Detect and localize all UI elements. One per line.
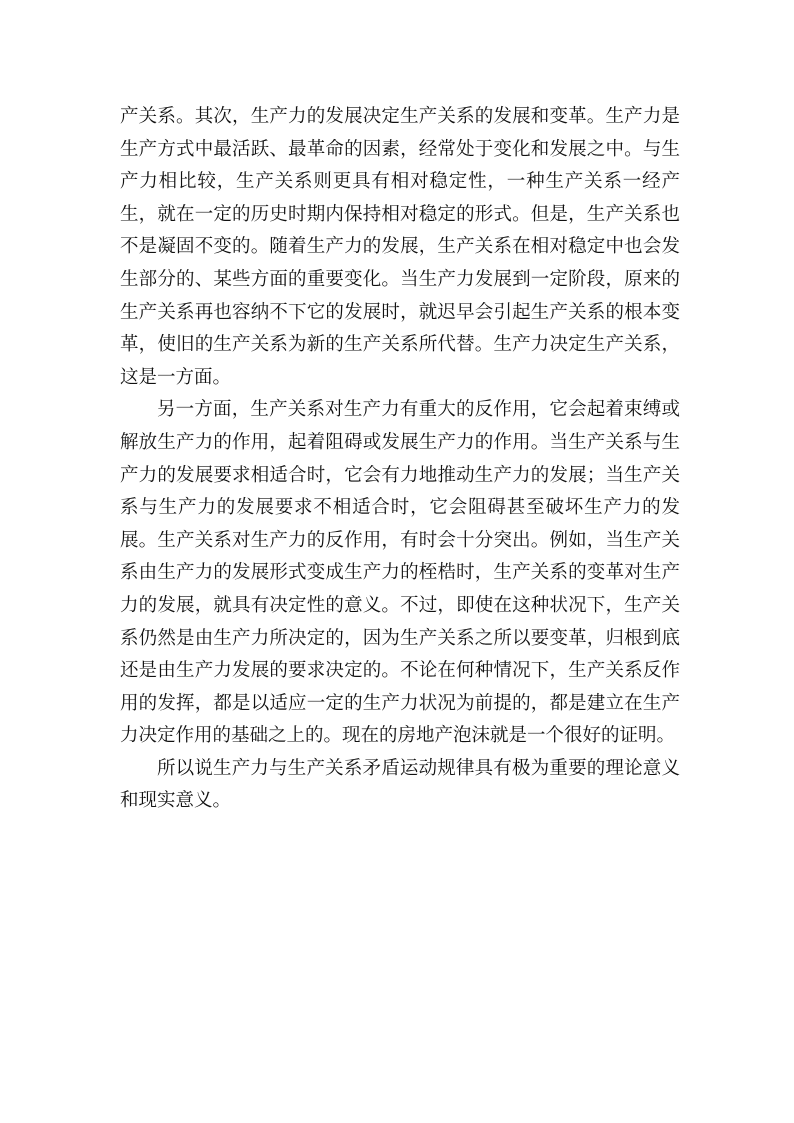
paragraph-2: 另一方面，生产关系对生产力有重大的反作用，它会起着束缚或解放生产力的作用，起着阻碍或发展生产力的作用。当生产关系与生产力的发展要求相适合时，它会有力地推动生产力的发展；当生产关系与生产力的发展要求不相适合时，它会阻碍甚至破坏生产力的发展。生产关系对生产力的反作用，有时会十分突出。例如，当生产关系由生产力的发展形式变成生产力的桎梏时，生产关系的变革对生产力的发展，就具有决定性的意义。不过，即使在这种状况下，生产关系仍然是由生产力所决定的，因为生产关系之所以要变革，归根到底还是由生产力发展的要求决定的。不论在何种情况下，生产关系反作用的发挥，都是以适应一定的生产力状况为前提的，都是建立在生产力决定作用的基础之上的。现在的房地产泡沫就是一个很好的证明。 — [120, 399, 680, 747]
document-body — [120, 101, 680, 818]
paragraph-3: 所以说生产力与生产关系矛盾运动规律具有极为重要的理论意义和现实意义。 — [120, 757, 680, 812]
paragraph-1: 产关系。其次，生产力的发展决定生产关系的发展和变革。生产力是生产方式中最活跃、最革命的因素，经常处于变化和发展之中。与生产力相比较，生产关系则更具有相对稳定性，一种生产关系一经产生，就在一定的历史时期内保持相对稳定的形式。但是，生产关系也不是凝固不变的。随着生产力的发展，生产关系在相对稳定中也会发生部分的、某些方面的重要变化。当生产力发展到一定阶段，原来的生产关系再也容纳不下它的发展时，就迟早会引起生产关系的根本变革，使旧的生产关系为新的生产关系所代替。生产力决定生产关系，这是一方面。 — [120, 106, 680, 388]
